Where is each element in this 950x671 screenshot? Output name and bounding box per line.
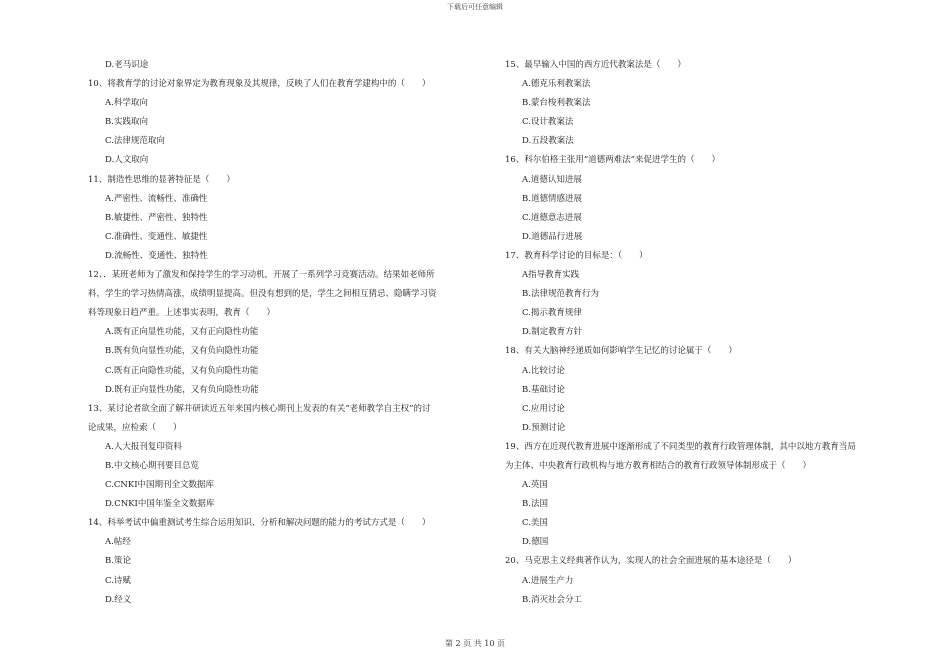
answer-option: A.严密性、流畅性、准确性	[105, 193, 208, 204]
answer-option: B.既有负向显性功能，又有负向隐性功能	[105, 346, 259, 357]
answer-option: D.五段教案法	[522, 136, 574, 147]
answer-option: C.揭示教育规律	[522, 308, 582, 319]
answer-option: B.策论	[105, 556, 131, 567]
answer-option: B.消灭社会分工	[522, 594, 582, 605]
answer-option: C.准确性、变通性、敏捷性	[105, 231, 208, 242]
answer-option: D.人文取向	[105, 155, 149, 166]
question-text: 料等现象日趋严重。上述事实表明，教育（ ）	[88, 308, 276, 319]
answer-option: B.道德情感进展	[522, 193, 582, 204]
question-text: 论成果，应检索（ ）	[88, 422, 182, 433]
answer-option: C.诗赋	[105, 575, 131, 586]
question-text: 料，学生的学习热情高涨，成绩明显提高。但没有想到的是，学生之间相互猜忌、隐瞒学习资	[88, 289, 437, 300]
question-text: 14、科举考试中偏重测试考生综合运用知识、分析和解决问题的能力的考试方式是（ ）	[88, 518, 431, 529]
answer-option: B.蒙台梭利教案法	[522, 98, 591, 109]
header-note: 下载后可任意编辑	[447, 3, 503, 11]
answer-option: B.实践取向	[105, 117, 148, 128]
answer-option: D.道德品行进展	[522, 231, 583, 242]
question-text: 19、西方在近现代教育进展中逐渐形成了不同类型的教育行政管理体制，其中以地方教育当局	[505, 441, 856, 452]
question-text: 18、有关大脑神经递质如何影响学生记忆的讨论属于（ ）	[505, 346, 737, 357]
answer-option: D.老马识途	[105, 60, 149, 70]
answer-option: D.预测讨论	[522, 422, 566, 433]
answer-option: D.既有正向显性功能，又有负向隐性功能	[105, 384, 259, 395]
question-text: 12、．某班老师为了激发和保持学生的学习动机，开展了一系列学习竞赛活动。结果如老师所	[88, 270, 435, 281]
answer-option: C.CNKI中国期刊全文数据库	[105, 480, 215, 491]
answer-option: A指导教育实践	[522, 270, 580, 281]
answer-option: A.德克乐利教案法	[522, 79, 591, 90]
answer-option: B.基础讨论	[522, 384, 565, 395]
question-text: 20、马克思主义经典著作认为，实现人的社会全面进展的基本途径是（ ）	[505, 556, 797, 567]
answer-option: C.道德意志进展	[522, 212, 582, 223]
answer-option: A.英国	[522, 480, 548, 491]
answer-option: A.比较讨论	[522, 365, 565, 376]
answer-option: C.既有正向隐性功能，又有负向隐性功能	[105, 365, 259, 376]
page-number-footer: 第 2 页 共 10 页	[445, 639, 505, 648]
question-text: 15、最早输入中国的西方近代教案法是（ ）	[505, 60, 686, 70]
answer-option: B.法国	[522, 499, 548, 510]
answer-option: D.经义	[105, 594, 132, 605]
answer-option: D.CNKI中国年鉴全文数据库	[105, 499, 215, 510]
question-text: 16、科尔伯格主张用“道德两难法”来促进学生的（ ）	[505, 155, 721, 166]
question-text: 为主体、中央教育行政机构与地方教育相结合的教育行政领导体制形成于（ ）	[505, 460, 812, 471]
answer-option: D.德国	[522, 537, 549, 548]
right-column	[505, 56, 905, 610]
answer-option: A.道德认知进展	[522, 174, 582, 185]
answer-option: B.敏捷性、严密性、独特性	[105, 212, 208, 223]
answer-option: C.应用讨论	[522, 403, 565, 414]
answer-option: C.美国	[522, 518, 548, 529]
answer-option: B.中文核心期刊要目总览	[105, 460, 199, 471]
answer-option: A.人大报刊复印资料	[105, 441, 182, 452]
answer-option: C.法律规范取向	[105, 136, 165, 147]
answer-option: C.设计教案法	[522, 117, 574, 128]
question-text: 11、制造性思维的显著特征是（ ）	[88, 174, 235, 185]
answer-option: D.流畅性、变通性、独特性	[105, 250, 208, 261]
answer-option: A.既有正向显性功能，又有正向隐性功能	[105, 327, 259, 338]
answer-option: A.进展生产力	[522, 575, 574, 586]
question-text: 17、教育科学讨论的目标是：（ ）	[505, 250, 648, 261]
question-text: 10、将教育学的讨论对象界定为教育现象及其规律，反映了人们在教育学建构中的（ ）	[88, 79, 431, 90]
answer-option: A.帖经	[105, 537, 131, 548]
answer-option: A.科学取向	[105, 98, 148, 109]
answer-option: D.制定教育方针	[522, 327, 583, 338]
question-text: 13、某讨论者欲全面了解并研读近五年来国内核心期刊上发表的有关“老师教学自主权”的讨	[88, 403, 431, 414]
left-column	[88, 56, 488, 610]
answer-option: B.法律规范教育行为	[522, 289, 599, 300]
